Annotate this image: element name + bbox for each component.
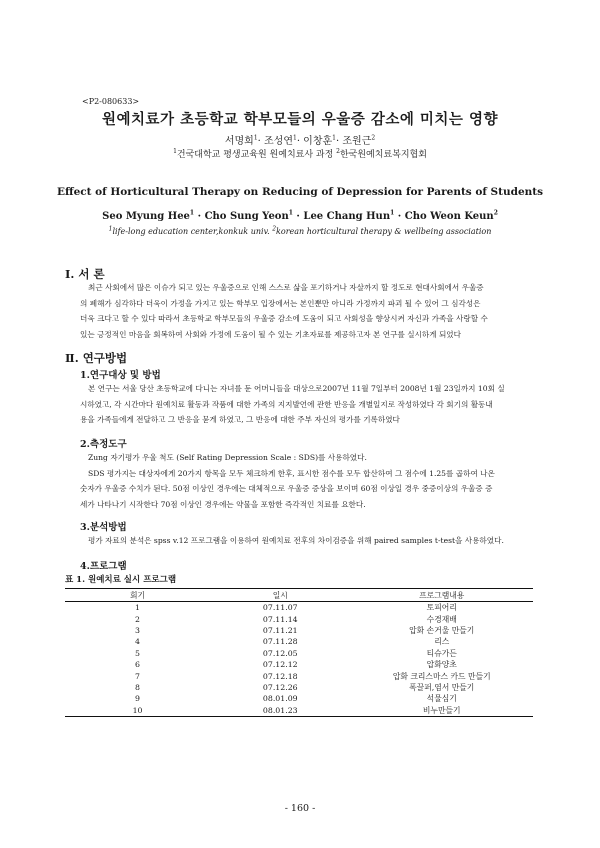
cell-session: 2 — [135, 614, 141, 624]
cell-date: 07.12.26 — [262, 682, 298, 692]
text-line: 숫자가 우울증 수치가 된다. 50점 이상인 경우에는 대체적으로 우울증 증상을 보이며 60점 이상일 경우 중증이상의 우울증 증 — [80, 484, 493, 493]
cell-date: 07.11.07 — [262, 603, 298, 613]
cell-date: 07.11.14 — [262, 614, 298, 624]
subsection-1-heading: 1.연구대상 및 방법 — [80, 370, 161, 381]
text-line: 평가 자료의 분석은 spss v.12 프로그램을 이용하여 원예치료 전후의 차이검증을 위해 paired samples t-test을 사용하였다. — [88, 536, 504, 545]
cell-session: 4 — [135, 637, 141, 647]
text-line: 의 폐해가 심각하다 더욱이 가정을 가지고 있는 학부모 입장에서는 본인뿐만 아니라 가정까지 파괴 될 수 있어 그 심각성은 — [80, 298, 481, 308]
table-caption: 표 1. 원예치료 실시 프로그램 — [65, 575, 177, 585]
author-name: 조성연 — [264, 136, 293, 147]
affiliation-text: 한국원예치료복지협회 — [339, 150, 427, 160]
cell-program: 티슈가든 — [426, 648, 457, 658]
authors-english — [0, 211, 600, 222]
cell-session: 8 — [135, 682, 141, 692]
cell-program: 리스 — [434, 637, 450, 647]
cell-program: 비누만들기 — [350, 705, 533, 717]
affiliation-text: 건국대학교 평생교육원 원예치료사 과정 — [176, 150, 337, 160]
cell-program: 압화 크리스마스 카드 만들기 — [392, 671, 491, 681]
author-separator: · — [394, 211, 405, 222]
cell-session: 5 — [135, 648, 141, 658]
subsection-2-paragraph — [80, 450, 532, 512]
cell-session: 10 — [65, 705, 210, 717]
table-row — [65, 648, 533, 659]
author-name: 조원근 — [342, 136, 372, 147]
cell-program: 압화 손거울 만들기 — [409, 625, 475, 635]
cell-date: 07.12.18 — [262, 671, 298, 681]
cell-date: 08.01.09 — [262, 694, 298, 704]
table-row — [65, 693, 533, 704]
header-program: 프로그램내용 — [350, 589, 533, 602]
author-name: 이창훈 — [303, 136, 333, 147]
table-row — [65, 602, 533, 614]
title-korean: 원예치료가 초등학교 학부모들의 우울증 감소에 미치는 영향 — [102, 111, 498, 128]
text-line: 세가 나타나기 시작한다 70점 이상인 경우에는 약물을 포함한 즉각적인 치료를 요한다. — [80, 499, 366, 509]
affiliation-text: korean horticultural therapy & wellbeing association — [276, 227, 492, 236]
author-separator: · — [257, 136, 264, 147]
intro-paragraph — [80, 280, 532, 342]
author-separator: · — [292, 211, 304, 222]
program-table — [65, 588, 533, 717]
affiliation-marker: 1 — [292, 134, 297, 142]
author-separator: · — [194, 211, 205, 222]
affiliation-marker: 1 — [288, 209, 293, 217]
table-row — [65, 670, 533, 681]
subsection-2-heading: 2.측정도구 — [80, 439, 127, 450]
table-row — [65, 625, 533, 636]
text-line: 본 연구는 서울 당산 초등학교에 다니는 자녀를 둔 어머니들을 대상으로2007년 11월 7일부터 2008년 1월 23일까지 10회 실 — [88, 384, 505, 393]
affiliation-korean — [0, 147, 600, 160]
affiliation-marker: 2 — [336, 148, 340, 155]
affiliation-marker: 1 — [173, 148, 177, 155]
authors-korean — [0, 132, 600, 147]
text-line: SDS 평가지는 대상자에게 20가지 항목을 모두 체크하게 한후, 표시한 점수를 모두 합산하여 그 점수에 1.25를 곱하여 나온 — [88, 468, 495, 478]
table-header-row — [65, 589, 533, 602]
author-separator: · — [335, 136, 343, 147]
text-line: 시하였고, 각 시간마다 원예치료 활동과 작품에 대한 가족의 지지발언에 관한 반응을 개별일지로 작성하였다 각 회기의 활동내 — [80, 399, 493, 409]
subsection-3-paragraph — [80, 533, 532, 549]
cell-date: 07.12.12 — [262, 660, 298, 670]
methods-heading: Ⅱ. 연구방법 — [65, 351, 128, 365]
table-row — [65, 659, 533, 670]
affiliation-marker: 2 — [272, 225, 277, 233]
text-line: 더욱 크다고 할 수 있다 따라서 초등학교 학부모들의 우울증 감소에 도움이 되고 사회성을 향상시켜 자신과 가족을 사랑할 수 — [80, 314, 488, 323]
affiliation-marker: 2 — [493, 209, 498, 217]
text-line: 최근 사회에서 많은 이슈가 되고 있는 우울증으로 인해 스스로 삶을 포기하거나 자살까지 할 정도로 현대사회에서 우울증 — [88, 283, 484, 292]
table-row — [65, 682, 533, 693]
subsection-3-heading: 3.분석방법 — [80, 522, 127, 533]
cell-date: 07.11.21 — [262, 625, 298, 635]
cell-program: 압화양초 — [426, 660, 457, 670]
text-line: Zung 자기평가 우울 척도 (Self Rating Depression Scale : SDS)를 사용하였다. — [88, 453, 367, 462]
text-line: 용을 가족들에게 전달하고 그 반응을 묻게 하였고, 그 반응에 대한 주부 자신의 평가를 기록하였다 — [80, 415, 400, 424]
affiliation-marker: 2 — [371, 134, 376, 142]
cell-program: 토피어리 — [426, 603, 457, 613]
author-name: Lee Chang Hun — [303, 211, 391, 222]
cell-program: 수경재배 — [426, 614, 457, 624]
title-english: Effect of Horticultural Therapy on Reducing of Depression for Parents of Students — [56, 186, 544, 198]
table-row — [65, 636, 533, 647]
affiliation-marker: 1 — [108, 225, 113, 233]
affiliation-english — [0, 227, 600, 236]
header-session: 회기 — [65, 589, 210, 602]
cell-session: 1 — [135, 603, 141, 613]
author-name: Cho Sung Yeon — [204, 211, 289, 222]
cell-session: 3 — [135, 625, 141, 635]
cell-session: 9 — [135, 694, 141, 704]
subsection-4-heading: 4.프로그램 — [80, 561, 127, 572]
cell-program: 폭끌퍼,염서 만들기 — [409, 682, 475, 692]
author-name: Cho Weon Keun — [404, 211, 494, 222]
cell-session: 6 — [135, 660, 141, 670]
affiliation-marker: 1 — [189, 209, 195, 217]
cell-date: 07.11.28 — [262, 637, 298, 647]
header-date: 일시 — [210, 589, 350, 602]
cell-date: 08.01.23 — [210, 705, 350, 717]
author-name: 서명희 — [224, 136, 254, 147]
affiliation-marker: 1 — [390, 209, 395, 217]
subsection-1-paragraph — [80, 381, 532, 428]
table-body — [65, 602, 533, 717]
affiliation-text: life-long education center,konkuk univ. — [112, 227, 273, 236]
table-row — [65, 705, 533, 717]
author-separator: · — [296, 136, 304, 147]
author-name: Seo Myung Hee — [102, 211, 190, 222]
paper-code: <P2-080633> — [82, 97, 140, 106]
intro-heading: Ⅰ. 서 론 — [65, 267, 105, 281]
cell-session: 7 — [135, 671, 141, 681]
table-row — [65, 613, 533, 624]
page-number: - 160 - — [284, 803, 316, 814]
text-line: 있는 긍정적인 마음을 회복하여 사회와 가정에 도움이 될 수 있는 기초자료를 제공하고자 본 연구를 실시하게 되었다 — [80, 329, 461, 339]
affiliation-marker: 1 — [253, 134, 258, 142]
cell-date: 07.12.05 — [262, 648, 298, 658]
affiliation-marker: 1 — [332, 134, 336, 142]
cell-program: 석물심기 — [426, 694, 457, 704]
